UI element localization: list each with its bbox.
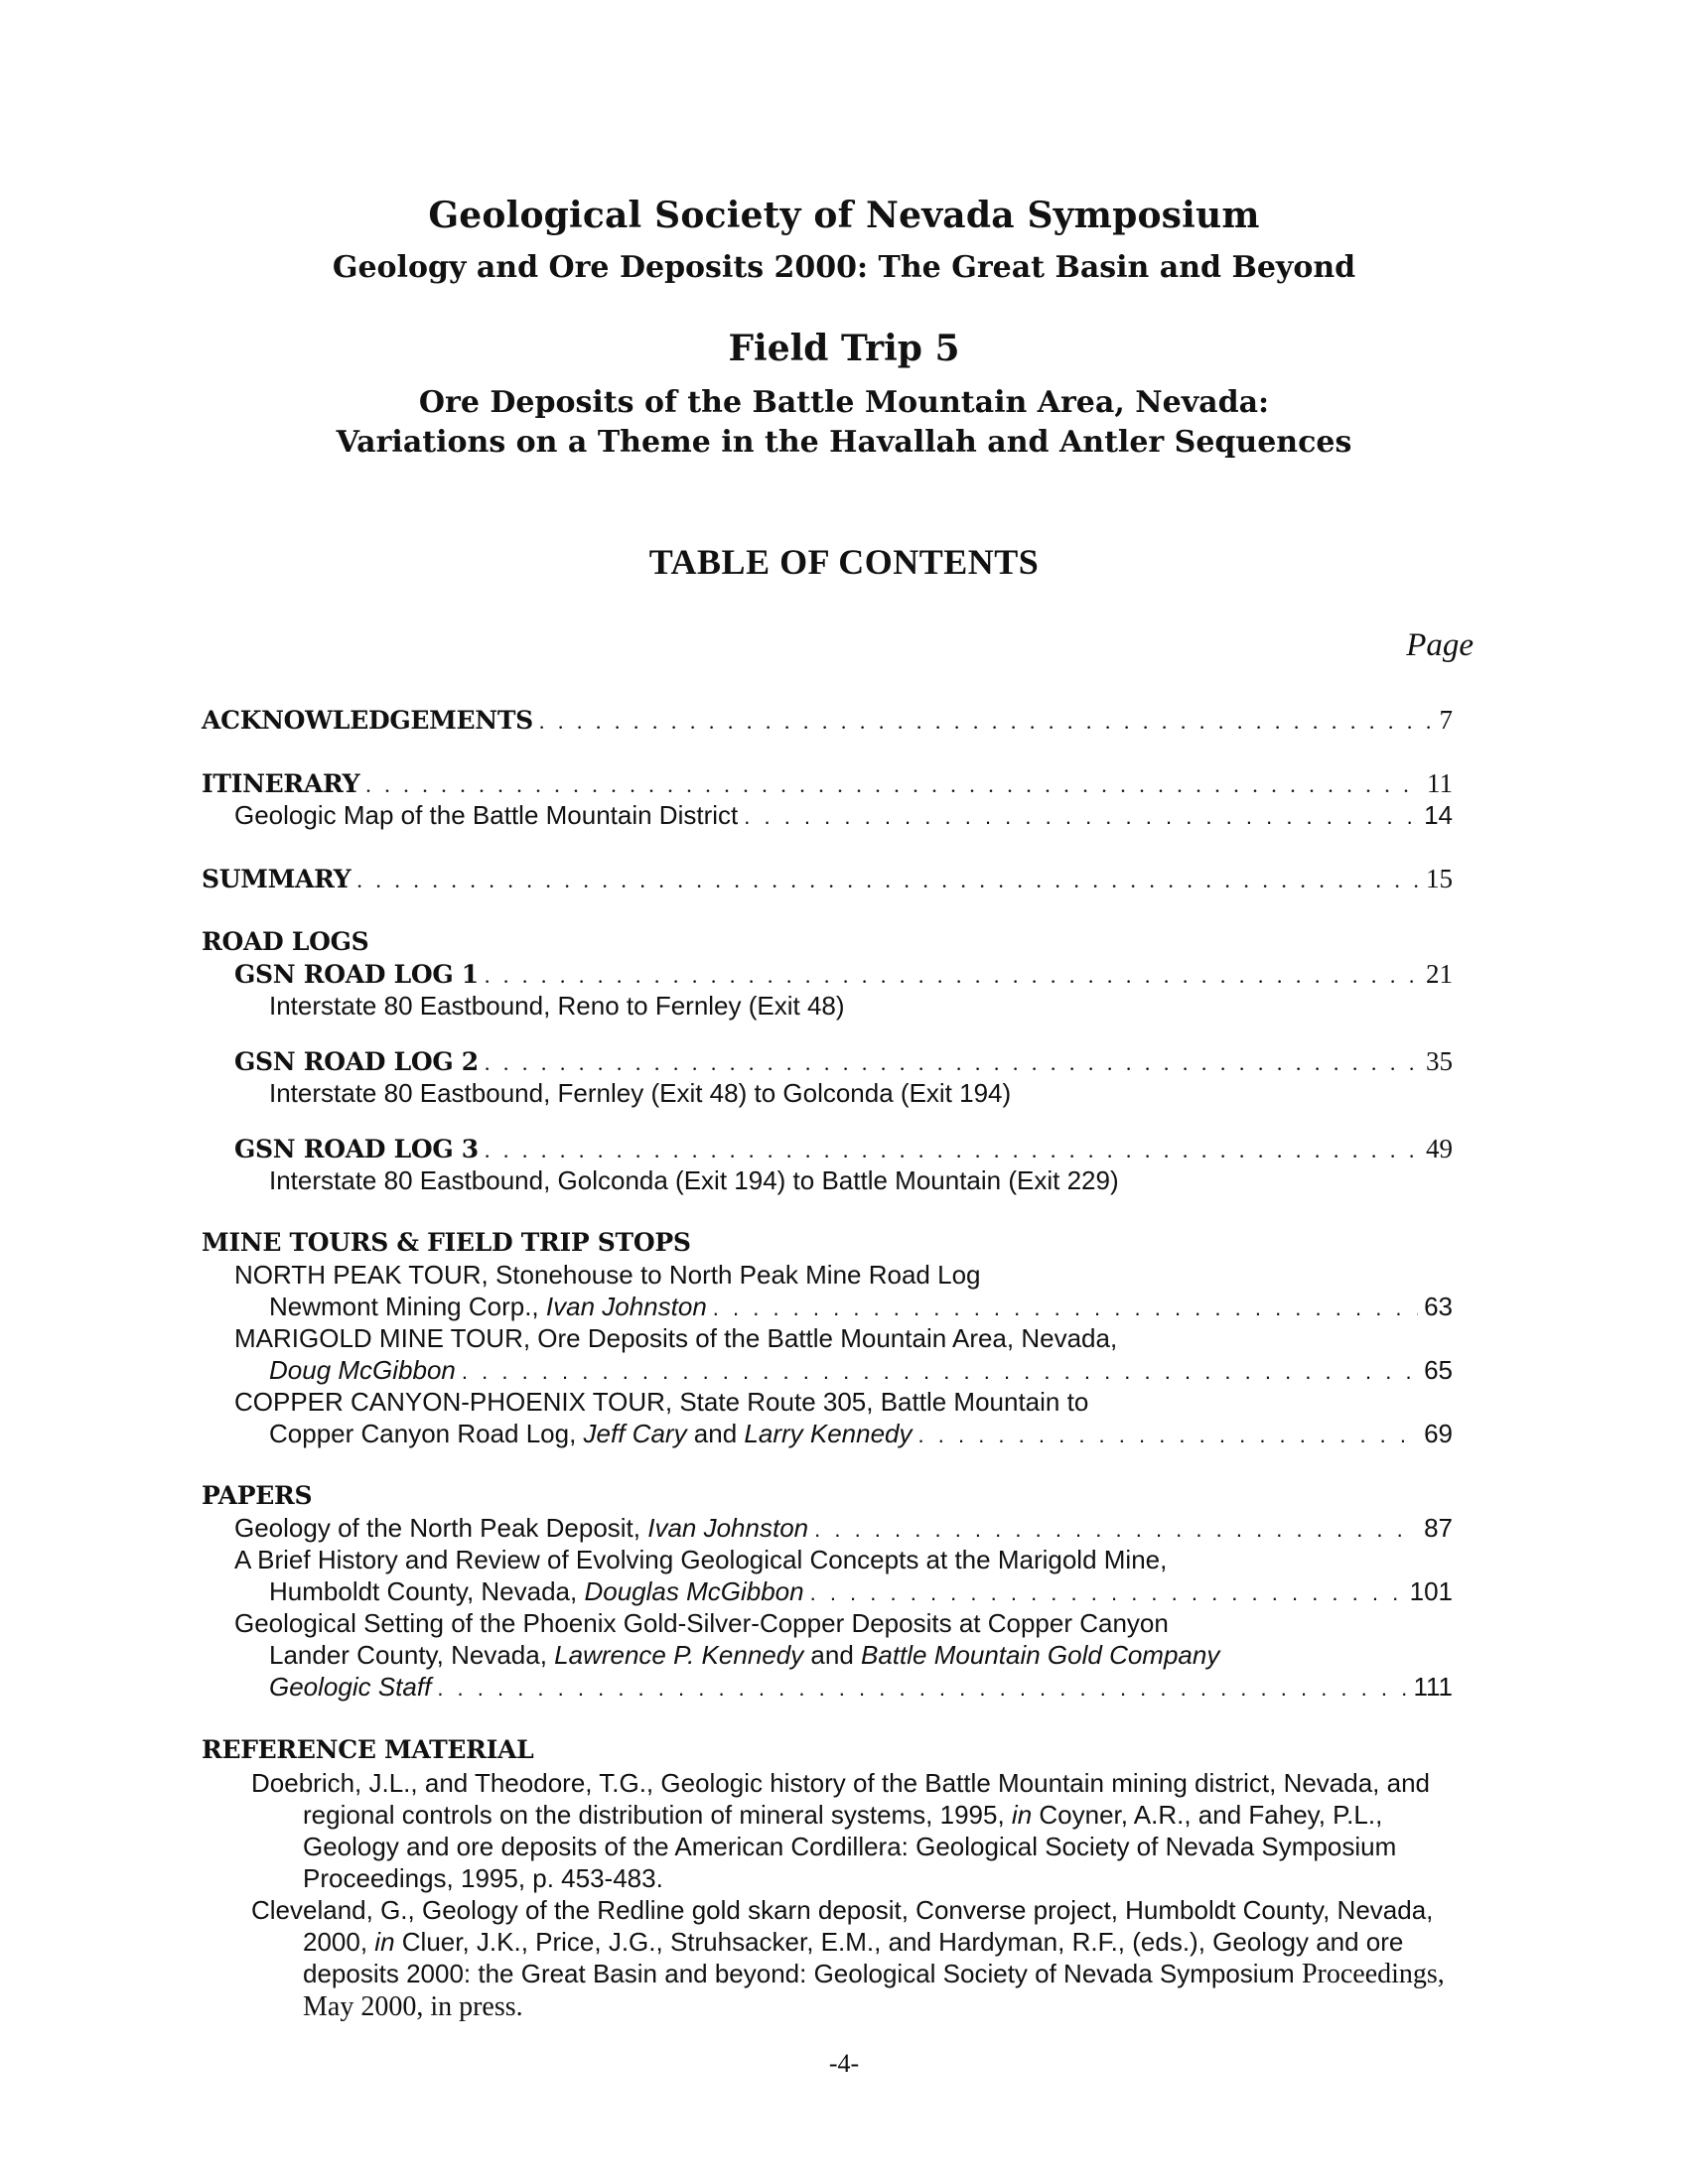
- toc-entry-label: GSN ROAD LOG 3: [234, 1135, 479, 1163]
- section-heading-mine-tours: MINE TOURS & FIELD TRIP STOPS: [202, 1228, 691, 1257]
- dot-leader: [485, 1046, 1420, 1080]
- reference-in: in: [1011, 1800, 1033, 1830]
- toc-entry-marigold-tour: [269, 1353, 1453, 1387]
- reference-doebrich: [251, 1767, 1475, 1894]
- section-heading-papers: PAPERS: [202, 1481, 313, 1510]
- toc-entry-label: GSN ROAD LOG 1: [234, 960, 479, 989]
- toc-entry-label: [234, 1511, 808, 1545]
- reference-text: Doebrich, J.L., and Theodore, T.G., Geologic history of the Battle Mountain mining district, Nevada, and regional controls on the distribution of mineral systems, 1995,: [251, 1768, 1431, 1830]
- conjunction: and: [803, 1640, 862, 1670]
- entry-text: Copper Canyon Road Log,: [269, 1419, 584, 1448]
- toc-entry-label: Geologic Map of the Battle Mountain District: [234, 800, 739, 830]
- toc-entry-page: 7: [1439, 705, 1453, 735]
- paper-phoenix-authors: [269, 1638, 1219, 1672]
- document-title: Geological Society of Nevada Symposium: [428, 195, 1260, 236]
- author-name: Douglas McGibbon: [584, 1576, 804, 1606]
- dot-leader: [539, 705, 1434, 739]
- toc-entry-paper-phoenix: [269, 1670, 1453, 1704]
- author-name: Doug McGibbon: [269, 1355, 456, 1385]
- toc-entry-label: [269, 1574, 804, 1608]
- conjunction: and: [686, 1419, 745, 1448]
- dot-leader: [713, 1292, 1418, 1325]
- reference-text: Cleveland, G., Geology of the Redline gold skarn deposit, Converse project, Humboldt County, Nevada, 2000,: [251, 1895, 1434, 1957]
- toc-entry-page: 87: [1424, 1513, 1453, 1543]
- dot-leader: [744, 800, 1418, 834]
- toc-entry-summary: [202, 862, 1453, 895]
- toc-entry-page: 111: [1413, 1672, 1453, 1702]
- toc-entry-label: GSN ROAD LOG 2: [234, 1047, 479, 1076]
- road-log-3-description: Interstate 80 Eastbound, Golconda (Exit 194) to Battle Mountain (Exit 229): [269, 1165, 1119, 1195]
- reference-text: Coyner, A.R., and Fahey, P.L., Geology and ore deposits of the American Cordillera: Geological Society of Nevada Symposium Proceedings, 1995, p. 453-483.: [303, 1800, 1397, 1893]
- dot-leader: [810, 1576, 1404, 1610]
- toc-entry-road-log-1: [234, 957, 1453, 991]
- toc-entry-page: 63: [1424, 1292, 1453, 1321]
- page-number: -4-: [828, 2049, 860, 2078]
- toc-entry-geologic-map: [234, 798, 1453, 832]
- toc-entry-page: 14: [1424, 800, 1453, 830]
- toc-entry-label: [269, 1290, 707, 1323]
- author-name: Ivan Johnston: [647, 1513, 809, 1543]
- toc-entry-page: 21: [1426, 959, 1453, 989]
- section-heading-reference-material: REFERENCE MATERIAL: [202, 1735, 534, 1764]
- entry-text: Lander County, Nevada,: [269, 1640, 555, 1670]
- north-peak-tour-title: NORTH PEAK TOUR, Stonehouse to North Peak Mine Road Log: [234, 1260, 981, 1290]
- reference-in: in: [374, 1927, 395, 1957]
- toc-entry-page: 69: [1424, 1419, 1453, 1448]
- dot-leader: [356, 864, 1420, 897]
- author-name: Battle Mountain Gold Company: [861, 1640, 1220, 1670]
- toc-entry-page: 65: [1424, 1355, 1453, 1385]
- entry-text: Humboldt County, Nevada,: [269, 1576, 585, 1606]
- author-name: Ivan Johnston: [545, 1292, 707, 1321]
- reference-text: Proceedings, May 2000, in press.: [303, 1959, 1445, 2022]
- dot-leader: [462, 1355, 1418, 1389]
- toc-entry-page: 35: [1426, 1046, 1453, 1076]
- page-column-label: Page: [1406, 627, 1474, 663]
- paper-title: Geology of the North Peak Deposit,: [234, 1513, 648, 1543]
- toc-entry-page: 11: [1427, 768, 1453, 798]
- toc-entry-itinerary: [202, 766, 1453, 800]
- dot-leader: [814, 1513, 1418, 1547]
- section-heading-road-logs: ROAD LOGS: [202, 927, 369, 956]
- dot-leader: [485, 959, 1420, 993]
- dot-leader: [437, 1672, 1407, 1706]
- road-log-2-description: Interstate 80 Eastbound, Fernley (Exit 48) to Golconda (Exit 194): [269, 1078, 1012, 1108]
- dot-leader: [485, 1134, 1420, 1167]
- field-trip-heading: Field Trip 5: [728, 328, 960, 369]
- marigold-tour-title: MARIGOLD MINE TOUR, Ore Deposits of the Battle Mountain Area, Nevada,: [234, 1323, 1118, 1353]
- organization-name: Newmont Mining Corp.,: [269, 1292, 546, 1321]
- toc-entry-label: SUMMARY: [202, 865, 352, 893]
- author-name: Geologic Staff: [269, 1672, 432, 1702]
- toc-entry-road-log-3: [234, 1132, 1453, 1165]
- toc-entry-label: [269, 1417, 913, 1450]
- toc-entry-label: ITINERARY: [202, 769, 360, 798]
- reference-cleveland: [251, 1894, 1475, 2023]
- paper-phoenix-title: Geological Setting of the Phoenix Gold-Silver-Copper Deposits at Copper Canyon: [234, 1608, 1169, 1638]
- toc-entry-paper-marigold: [269, 1574, 1453, 1608]
- dot-leader: [918, 1419, 1419, 1452]
- author-name: Larry Kennedy: [744, 1419, 913, 1448]
- author-name: Jeff Cary: [583, 1419, 687, 1448]
- toc-entry-page: 15: [1426, 864, 1453, 893]
- toc-entry-road-log-2: [234, 1044, 1453, 1078]
- document-subtitle: Geology and Ore Deposits 2000: The Great Basin and Beyond: [332, 250, 1356, 285]
- copper-canyon-tour-title: COPPER CANYON-PHOENIX TOUR, State Route 305, Battle Mountain to: [234, 1387, 1089, 1417]
- toc-heading: TABLE OF CONTENTS: [648, 542, 1040, 582]
- toc-entry-page: 49: [1426, 1134, 1453, 1163]
- trip-title-line-1: Ore Deposits of the Battle Mountain Area, Nevada:: [418, 385, 1270, 420]
- dot-leader: [365, 768, 1421, 802]
- toc-entry-copper-canyon-tour: [269, 1417, 1453, 1450]
- toc-entry-page: 101: [1409, 1576, 1453, 1606]
- toc-entry-label: ACKNOWLEDGEMENTS: [202, 706, 533, 735]
- paper-marigold-title: A Brief History and Review of Evolving Geological Concepts at the Marigold Mine,: [234, 1545, 1168, 1574]
- toc-entry-acknowledgements: [202, 703, 1453, 737]
- road-log-1-description: Interstate 80 Eastbound, Reno to Fernley (Exit 48): [269, 991, 845, 1021]
- author-name: Lawrence P. Kennedy: [554, 1640, 804, 1670]
- reference-text: Cluer, J.K., Price, J.G., Struhsacker, E.M., and Hardyman, R.F., (eds.), Geology and ore deposits 2000: the Great Basin and beyond: Geological Society of Nevada Symposium: [303, 1927, 1404, 1988]
- trip-title-line-2: Variations on a Theme in the Havallah and Antler Sequences: [336, 425, 1352, 460]
- toc-entry-north-peak-tour: [269, 1290, 1453, 1323]
- toc-entry-paper-north-peak: [234, 1511, 1453, 1545]
